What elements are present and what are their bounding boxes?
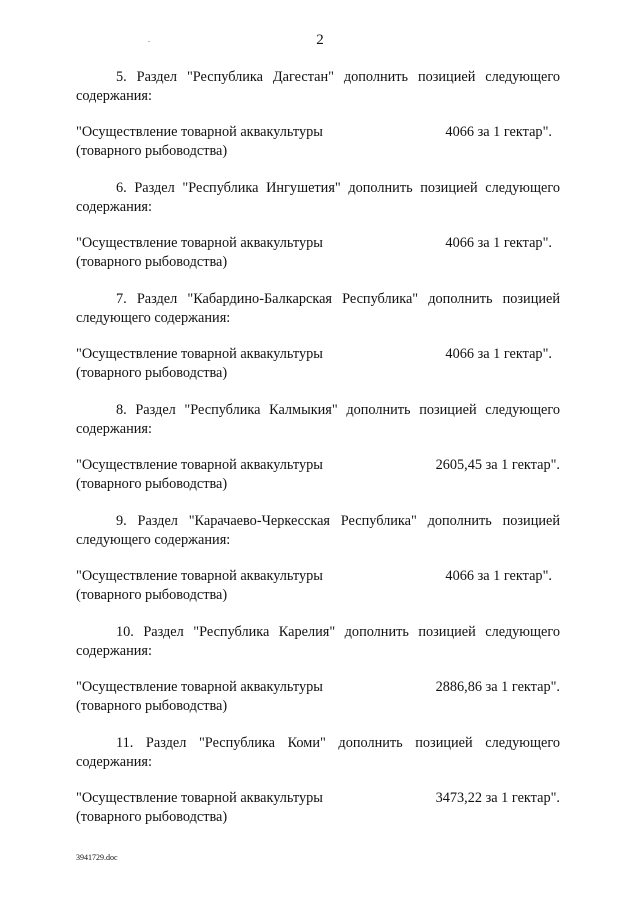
position-name: "Осуществление товарной аквакультуры (товарного рыбоводства) [76, 457, 323, 492]
position-price: 2605,45 за 1 гектар". [435, 457, 560, 473]
section-item-8 [76, 401, 560, 494]
position-row [76, 678, 560, 716]
page-number: 2 [316, 32, 324, 48]
position-price: 2886,86 за 1 гектар". [435, 679, 560, 695]
item-instruction: 5. Раздел "Республика Дагестан" дополнить позицией следующего содержания: [76, 69, 560, 104]
position-price: 4066 за 1 гектар". [445, 346, 552, 362]
position-name: "Осуществление товарной аквакультуры (товарного рыбоводства) [76, 346, 323, 381]
section-item-6 [76, 179, 560, 272]
position-row [76, 567, 560, 605]
section-item-10 [76, 623, 560, 716]
position-row [76, 123, 560, 161]
item-instruction: 11. Раздел "Республика Коми" дополнить позицией следующего содержания: [76, 735, 560, 770]
section-item-7 [76, 290, 560, 383]
position-row [76, 345, 560, 383]
file-name-footer: 3941729.doc [76, 853, 118, 862]
position-row [76, 789, 560, 827]
position-name: "Осуществление товарной аквакультуры (товарного рыбоводства) [76, 790, 323, 825]
position-price: 3473,22 за 1 гектар". [435, 790, 560, 806]
position-price: 4066 за 1 гектар". [445, 235, 552, 251]
item-instruction: 8. Раздел "Республика Калмыкия" дополнить позицией следующего содержания: [76, 402, 560, 437]
position-name: "Осуществление товарной аквакультуры (товарного рыбоводства) [76, 124, 323, 159]
section-item-9 [76, 512, 560, 605]
section-item-11 [76, 734, 560, 827]
position-row [76, 234, 560, 272]
position-name: "Осуществление товарной аквакультуры (товарного рыбоводства) [76, 235, 323, 270]
section-item-5 [76, 68, 560, 161]
item-instruction: 7. Раздел "Кабардино-Балкарская Республика" дополнить позицией следующего содержания: [76, 291, 560, 326]
item-instruction: 6. Раздел "Республика Ингушетия" дополнить позицией следующего содержания: [76, 180, 560, 215]
position-price: 4066 за 1 гектар". [445, 568, 552, 584]
position-name: "Осуществление товарной аквакультуры (товарного рыбоводства) [76, 679, 323, 714]
position-name: "Осуществление товарной аквакультуры (товарного рыбоводства) [76, 568, 323, 603]
item-instruction: 10. Раздел "Республика Карелия" дополнить позицией следующего содержания: [76, 624, 560, 659]
document-body [76, 68, 560, 845]
item-instruction: 9. Раздел "Карачаево-Черкесская Республика" дополнить позицией следующего содержания: [76, 513, 560, 548]
position-price: 4066 за 1 гектар". [445, 124, 552, 140]
position-row [76, 456, 560, 494]
